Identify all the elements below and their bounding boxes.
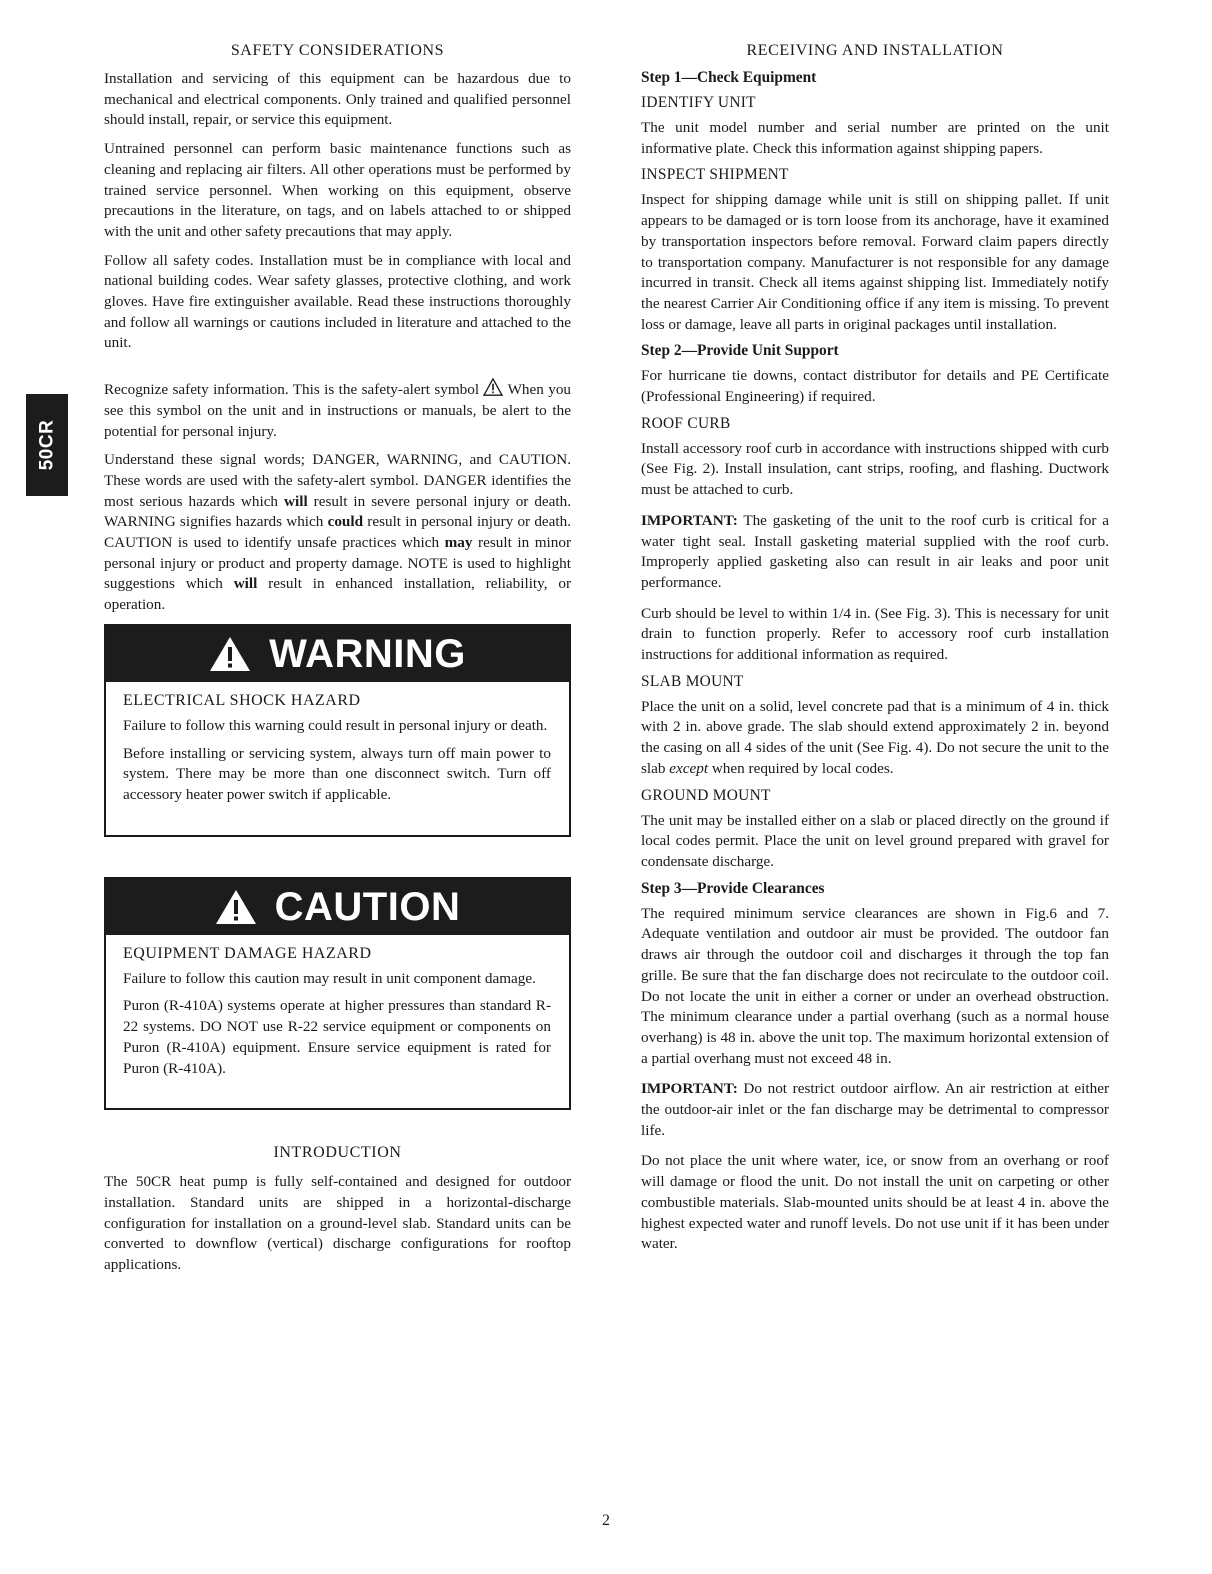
introduction-heading: INTRODUCTION: [273, 1144, 402, 1162]
slab-mount-heading: SLAB MOUNT: [641, 672, 744, 690]
caution-header: [106, 879, 569, 935]
step-2-heading: Step 2—Provide Unit Support: [641, 342, 839, 360]
important-airflow-paragraph: [641, 1079, 1109, 1141]
inspect-shipment-paragraph: Inspect for shipping damage while unit is still on shipping pallet. If unit appears to be damaged or is torn loose from its anchorage, have it examined by transportation inspectors before removal. Forward claim papers directly to transportation company. Manufacturer is not responsible for any damage incurred in transit. Check all items against shipping list. Immediately notify the nearest Carrier Air Conditioning office if any item is missing. To prevent loss or damage, leave all parts in original packages until installation.: [641, 191, 1109, 333]
caution-paragraph-1: Failure to follow this caution may result in unit component damage.: [123, 969, 536, 987]
warning-header: [106, 626, 569, 682]
caution-box: [104, 877, 571, 1111]
inspect-shipment-heading: INSPECT SHIPMENT: [641, 166, 789, 184]
safety-paragraph-3: Follow all safety codes. Installation must be in compliance with local and national building codes. Wear safety glasses, protective clothing, and work gloves. Have fire extinguisher available. Read these instructions thoroughly and follow all warnings or cautions included in literature and attached to the unit.: [104, 251, 571, 352]
caution-paragraph-2: Puron (R-410A) systems operate at higher pressures than standard R-22 systems. DO NOT use R-22 service equipment or components on Puron (R-410A) equipment. Ensure service equipment is rated for Puron (R-410A).: [123, 997, 551, 1077]
slab-text-a: Place the unit on a solid, level concrete pad that is a minimum of 4 in. thick with 2 in. above grade. The slab should extend approximately 2 in. beyond the casing on all 4 sides of the unit (See Fig. 4). Do not secure the unit to the slab: [641, 697, 1109, 777]
side-tab: [26, 394, 68, 496]
roof-curb-heading: ROOF CURB: [641, 414, 731, 432]
slab-mount-paragraph: [641, 697, 1109, 780]
caution-hazard: EQUIPMENT DAMAGE HAZARD: [123, 944, 372, 962]
signal-words-paragraph: [104, 450, 571, 616]
ground-mount-paragraph: The unit may be installed either on a slab or placed directly on the ground if local codes permit. Place the unit on level ground prepared with gravel for condensate discharge.: [641, 811, 1109, 870]
safety-paragraph-2: Untrained personnel can perform basic maintenance functions such as cleaning and replacing air filters. All other operations must be performed by trained service personnel. When working on this equipment, observe precautions in the literature, on tags, and on labels attached to or shipped with the unit and other safety precautions that may apply.: [104, 140, 571, 240]
signal-text-3: result in personal injury or death. CAUTION is used to identify unsafe practices which: [104, 513, 572, 552]
water-paragraph: Do not place the unit where water, ice, or snow from an overhang or roof will damage or flood the unit. Do not install the unit on carpeting or other combustible materials. Slab-mounted units should be at least 4 in. above the highest expected water and runoff levels. Do not use unit if it has been under water.: [641, 1152, 1109, 1253]
signal-word-will-2: will: [233, 575, 258, 593]
identify-unit-paragraph: The unit model number and serial number are printed on the unit informative plate. Check this information against shipping papers.: [641, 119, 1109, 157]
signal-word-may: may: [444, 534, 473, 552]
page-number: 2: [602, 1512, 610, 1529]
warning-title: WARNING: [269, 631, 466, 676]
warning-paragraph-1: Failure to follow this warning could result in personal injury or death.: [123, 716, 548, 734]
signal-text-2: result in severe personal injury or death. WARNING signifies hazards which: [104, 492, 572, 531]
clearances-paragraph: The required minimum service clearances are shown in Fig.6 and 7. Adequate ventilation and outdoor air must be provided. The outdoor fan draws air through the outdoor coil and discharges it through the top fan grille. Be sure that the fan discharge does not recirculate to the outdoor coil. Do not locate the unit in either a corner or under an overhead obstruction. The minimum clearance under a partial overhang (such as a normal house overhang) is 48 in. above the unit top. The maximum horizontal extension of a partial overhang must not exceed 48 in.: [641, 904, 1109, 1067]
caution-title: CAUTION: [274, 884, 461, 929]
ground-mount-heading: GROUND MOUNT: [641, 786, 771, 804]
right-column: [641, 42, 1109, 1261]
signal-text-4: result in minor personal injury or product and property damage. NOTE is used to highlight suggestions which: [104, 534, 572, 593]
important-text-2: Do not restrict outdoor airflow. An air restriction at either the outdoor-air inlet or the fan discharge may be detrimental to compressor life.: [641, 1080, 1109, 1139]
hurricane-paragraph: For hurricane tie downs, contact distributor for details and PE Certificate (Professional Engineering) if required.: [641, 367, 1109, 406]
warning-alert-icon: [209, 636, 251, 672]
warning-body: [106, 682, 569, 835]
roof-curb-paragraph: Install accessory roof curb in accordance with instructions shipped with curb (See Fig. 2). Install insulation, cant strips, roofing, and flashing. Ductwork must be attached to curb.: [641, 439, 1109, 499]
safety-heading: SAFETY CONSIDERATIONS: [230, 42, 445, 59]
introduction-paragraph: The 50CR heat pump is fully self-contained and designed for outdoor installation. Standard units are shipped in a horizontal-discharge configuration for installation on a ground-level slab. Standard units can be converted to downflow (vertical) discharge configurations for rooftop applications.: [104, 1173, 571, 1274]
signal-word-could: could: [327, 513, 364, 531]
safety-alert-text-b: When you see this symbol on the unit and in instructions or manuals, be alert to the potential for personal injury.: [104, 381, 572, 440]
left-column: [104, 42, 571, 1284]
signal-word-will: will: [284, 492, 308, 510]
step-3-heading: Step 3—Provide Clearances: [641, 879, 825, 897]
warning-paragraph-2: Before installing or servicing system, always turn off main power to system. There may be more than one disconnect switch. Turn off accessory heater power switch if applicable.: [123, 744, 551, 803]
signal-text-1: Understand these signal words; DANGER, WARNING, and CAUTION. These words are used with the safety-alert symbol. DANGER identifies the most serious hazards which: [104, 451, 571, 510]
important-text-1: The gasketing of the unit to the roof curb is critical for a water tight seal. Install gasketing material supplied with the roof curb. Improperly applied gasketing also can result in air leaks and poor unit performance.: [641, 511, 1109, 591]
caution-alert-icon: [215, 889, 257, 925]
safety-alert-text-a: Recognize safety information. This is the safety-alert symbol: [104, 381, 480, 399]
signal-text-5: result in enhanced installation, reliability, or operation.: [104, 575, 572, 614]
identify-unit-heading: IDENTIFY UNIT: [641, 94, 756, 111]
warning-hazard: ELECTRICAL SHOCK HAZARD: [123, 691, 361, 709]
slab-text-b: when required by local codes.: [711, 759, 894, 777]
step-1-heading: Step 1—Check Equipment: [641, 69, 817, 86]
safety-alert-paragraph: [104, 378, 571, 442]
caution-body: [106, 935, 569, 1109]
important-label-1: IMPORTANT:: [641, 511, 738, 529]
important-gasketing-paragraph: [641, 511, 1109, 594]
warning-box: [104, 624, 571, 837]
slab-text-except: except: [669, 759, 709, 777]
receiving-heading: RECEIVING AND INSTALLATION: [746, 42, 1004, 59]
safety-paragraph-1: Installation and servicing of this equipment can be hazardous due to mechanical and electrical components. Only trained and qualified personnel should install, repair, or service this equipment.: [104, 70, 571, 129]
important-label-2: IMPORTANT:: [641, 1080, 738, 1098]
curb-level-paragraph: Curb should be level to within 1/4 in. (See Fig. 3). This is necessary for unit drain to function properly. Refer to accessory roof curb installation instructions for additional information as required.: [641, 604, 1109, 664]
side-tab-label: 50CR: [36, 419, 58, 471]
safety-alert-icon: [483, 378, 503, 396]
